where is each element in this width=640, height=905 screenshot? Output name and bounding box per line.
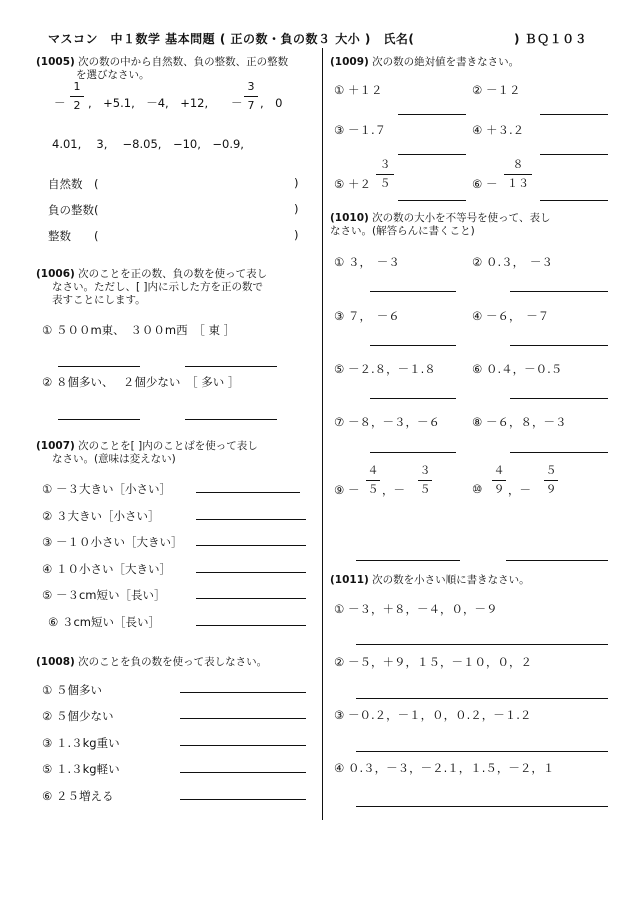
- q1009-item-5-fraction: [376, 158, 394, 191]
- fraction-denominator: ５: [419, 483, 431, 496]
- fraction-bar: [366, 480, 380, 481]
- q1006-text-line2: なさい。ただし、[ ]内に示した方を正の数で: [52, 281, 264, 293]
- q1007-item-6: ⑥ ３cm短い［長い］: [48, 615, 160, 629]
- answer-line[interactable]: [370, 291, 456, 292]
- q1008-text-line1: 次のことを負の数を使って表しなさい。: [78, 656, 268, 668]
- q1010-text-line1: 次の数の大小を不等号を使って、表し: [372, 212, 551, 224]
- answer-line[interactable]: [58, 419, 140, 420]
- q1008-item-4: ⑤ １.３kg軽い: [42, 762, 120, 776]
- negative-integer-label: 負の整数(: [48, 203, 99, 217]
- q1011-item-3: ③ －０.２，－１，０，０.２，－１.２: [334, 708, 532, 722]
- worksheet-title: マスコン 中１数学 基本問題 ( 正の数・負の数３ 大小 ) 氏名(: [48, 32, 415, 46]
- answer-line[interactable]: [540, 200, 608, 201]
- answer-line[interactable]: [370, 452, 456, 453]
- q1008-item-1: ① ５個多い: [42, 683, 102, 697]
- q1006-text-line3: 表すことにします。: [52, 294, 146, 306]
- answer-line[interactable]: [398, 154, 466, 155]
- fraction-bar: [376, 174, 394, 175]
- answer-line[interactable]: [510, 452, 608, 453]
- answer-line[interactable]: [540, 154, 608, 155]
- q1005-minus-2: －: [231, 96, 243, 110]
- answer-line[interactable]: [356, 806, 608, 807]
- fraction-denominator: 7: [247, 99, 255, 112]
- answer-line[interactable]: [398, 114, 466, 115]
- q1009-item-1: ① ＋１２: [334, 83, 383, 97]
- worksheet-code: ) ＢＱ１０３: [514, 32, 588, 46]
- answer-line[interactable]: [540, 114, 608, 115]
- answer-line[interactable]: [196, 625, 306, 626]
- fraction-denominator: ９: [493, 483, 505, 496]
- answer-line[interactable]: [356, 751, 608, 752]
- answer-line[interactable]: [185, 366, 277, 367]
- answer-line[interactable]: [196, 492, 300, 493]
- fraction-denominator: 2: [73, 99, 81, 112]
- answer-line[interactable]: [510, 398, 608, 399]
- q1010-item-4: ④ －６， －７: [472, 309, 550, 323]
- q1011-item-1: ① －３，＋８，－４，０，－９: [334, 602, 498, 616]
- fraction-bar: [492, 480, 506, 481]
- answer-line[interactable]: [185, 419, 277, 420]
- q1009-item-4: ④ ＋３.２: [472, 123, 525, 137]
- q1009-number: (1009): [330, 56, 369, 68]
- q1009-item-6-prefix: ⑥ －: [472, 177, 498, 191]
- fraction-denominator: １３: [507, 177, 529, 190]
- q1011-prompt: [330, 574, 530, 587]
- q1006-number: (1006): [36, 268, 75, 280]
- q1008-item-3: ③ １.３kg重い: [42, 736, 120, 750]
- fraction-numerator: 1: [73, 80, 81, 93]
- q1010-item-9-fraction-2: [418, 464, 432, 497]
- q1010-item-10-prefix: ⑩: [472, 482, 483, 496]
- q1010-item-8: ⑧ －６，８，－３: [472, 415, 567, 429]
- fraction-numerator: ４: [493, 464, 505, 477]
- q1009-item-5-prefix: ⑤ ＋２: [334, 177, 371, 191]
- column-divider: [322, 48, 323, 820]
- q1005-minus: －: [54, 96, 66, 110]
- q1005-text-line2: を選びなさい。: [76, 69, 150, 81]
- answer-line[interactable]: [196, 545, 306, 546]
- fraction-bar: [70, 96, 84, 97]
- answer-line[interactable]: [180, 772, 306, 773]
- q1010-item-10-fraction-1: [492, 464, 506, 497]
- answer-line[interactable]: [196, 598, 306, 599]
- q1010-item-10-fraction-2: [544, 464, 558, 497]
- answer-line[interactable]: [506, 560, 608, 561]
- paren-close: ): [294, 228, 299, 242]
- q1008-item-5: ⑥ ２５増える: [42, 789, 114, 803]
- q1009-item-6-fraction: [504, 158, 532, 191]
- q1010-number: (1010): [330, 212, 369, 224]
- q1009-item-2: ② －１２: [472, 83, 521, 97]
- q1005-row2-values: 4.01, 3, −8.05, −10, −0.9,: [52, 137, 244, 151]
- q1005-number: (1005): [36, 56, 75, 68]
- fraction-denominator: ５: [379, 177, 391, 190]
- q1010-item-2: ② ０.３， －３: [472, 255, 553, 269]
- q1007-item-1: ① －３大きい［小さい］: [42, 482, 171, 496]
- answer-line[interactable]: [356, 644, 608, 645]
- q1005-fraction-2: [244, 80, 258, 113]
- paren-close: ): [294, 176, 299, 190]
- answer-line[interactable]: [196, 572, 306, 573]
- q1005-row1-end: , 0: [260, 96, 283, 110]
- q1007-item-3: ③ －１０小さい［大きい］: [42, 535, 183, 549]
- fraction-bar: [244, 96, 258, 97]
- answer-line[interactable]: [370, 345, 456, 346]
- q1010-item-5: ⑤ －２.８，－１.８: [334, 362, 436, 376]
- fraction-bar: [544, 480, 558, 481]
- q1008-prompt: [36, 656, 267, 669]
- q1005-prompt: [36, 56, 288, 82]
- q1006-text-line1: 次のことを正の数、負の数を使って表し: [78, 268, 268, 280]
- natural-number-label: 自然数 (: [48, 177, 99, 191]
- q1007-item-5: ⑤ －３cm短い［長い］: [42, 588, 166, 602]
- answer-line[interactable]: [510, 291, 608, 292]
- answer-line[interactable]: [356, 698, 608, 699]
- answer-line[interactable]: [180, 718, 306, 719]
- fraction-numerator: 3: [247, 80, 255, 93]
- paren-close: ): [294, 202, 299, 216]
- q1006-item-1: ① ５００m東、 ３００m西 ［ 東 ］: [42, 323, 236, 337]
- answer-line[interactable]: [196, 519, 306, 520]
- q1011-item-2: ② －５，＋９，１５，－１０，０，２: [334, 655, 532, 669]
- q1006-prompt: [36, 268, 267, 307]
- q1010-item-6: ⑥ ０.４，－０.５: [472, 362, 563, 376]
- q1007-item-2: ② ３大きい［小さい］: [42, 509, 160, 523]
- q1011-number: (1011): [330, 574, 369, 586]
- answer-line[interactable]: [370, 398, 456, 399]
- q1011-text-line1: 次の数を小さい順に書きなさい。: [372, 574, 530, 586]
- q1005-text-line1: 次の数の中から自然数、負の整数、正の整数: [78, 56, 289, 68]
- q1007-text-line2: なさい。(意味は変えない): [52, 453, 176, 465]
- q1009-text-line1: 次の数の絶対値を書きなさい。: [372, 56, 520, 68]
- answer-line[interactable]: [356, 560, 460, 561]
- q1007-number: (1007): [36, 440, 75, 452]
- q1010-item-3: ③ ７， －６: [334, 309, 400, 323]
- fraction-numerator: ３: [419, 464, 431, 477]
- integer-label: 整数 (: [48, 229, 99, 243]
- q1009-prompt: [330, 56, 519, 69]
- answer-line[interactable]: [398, 200, 466, 201]
- q1005-fraction-1: [70, 80, 84, 113]
- q1010-item-9-prefix: ⑨ －: [334, 483, 360, 497]
- answer-line[interactable]: [180, 799, 306, 800]
- q1007-text-line1: 次のことを[ ]内のことばを使って表し: [78, 440, 258, 452]
- q1010-item-10-sep: ，－: [508, 483, 531, 497]
- q1010-item-7: ⑦ －８，－３，－６: [334, 415, 440, 429]
- q1010-prompt: [330, 212, 550, 238]
- q1006-item-2: ② ８個多い、 ２個少ない ［ 多い ］: [42, 375, 240, 389]
- q1005-row1-values: , +5.1, －4, +12,: [88, 96, 209, 110]
- fraction-denominator: ５: [367, 483, 379, 496]
- q1010-item-9-fraction-1: [366, 464, 380, 497]
- q1008-item-2: ② ５個少ない: [42, 709, 114, 723]
- fraction-denominator: ９: [545, 483, 557, 496]
- answer-line[interactable]: [58, 366, 140, 367]
- fraction-numerator: ３: [379, 158, 391, 171]
- q1011-item-4: ④ ０.３，－３，－２.１，１.５，－２，１: [334, 761, 555, 775]
- q1010-item-9-sep: ，－: [382, 483, 405, 497]
- q1007-item-4: ④ １０小さい［大きい］: [42, 562, 171, 576]
- fraction-numerator: ４: [367, 464, 379, 477]
- answer-line[interactable]: [510, 345, 608, 346]
- q1007-prompt: [36, 440, 258, 466]
- fraction-numerator: ８: [512, 158, 524, 171]
- fraction-bar: [418, 480, 432, 481]
- answer-line[interactable]: [180, 692, 306, 693]
- q1009-item-3: ③ －１.７: [334, 123, 387, 137]
- q1008-number: (1008): [36, 656, 75, 668]
- q1010-item-1: ① ３， －３: [334, 255, 400, 269]
- fraction-numerator: ５: [545, 464, 557, 477]
- fraction-bar: [504, 174, 532, 175]
- answer-line[interactable]: [180, 745, 306, 746]
- q1010-text-line2: なさい。(解答らんに書くこと): [330, 225, 475, 237]
